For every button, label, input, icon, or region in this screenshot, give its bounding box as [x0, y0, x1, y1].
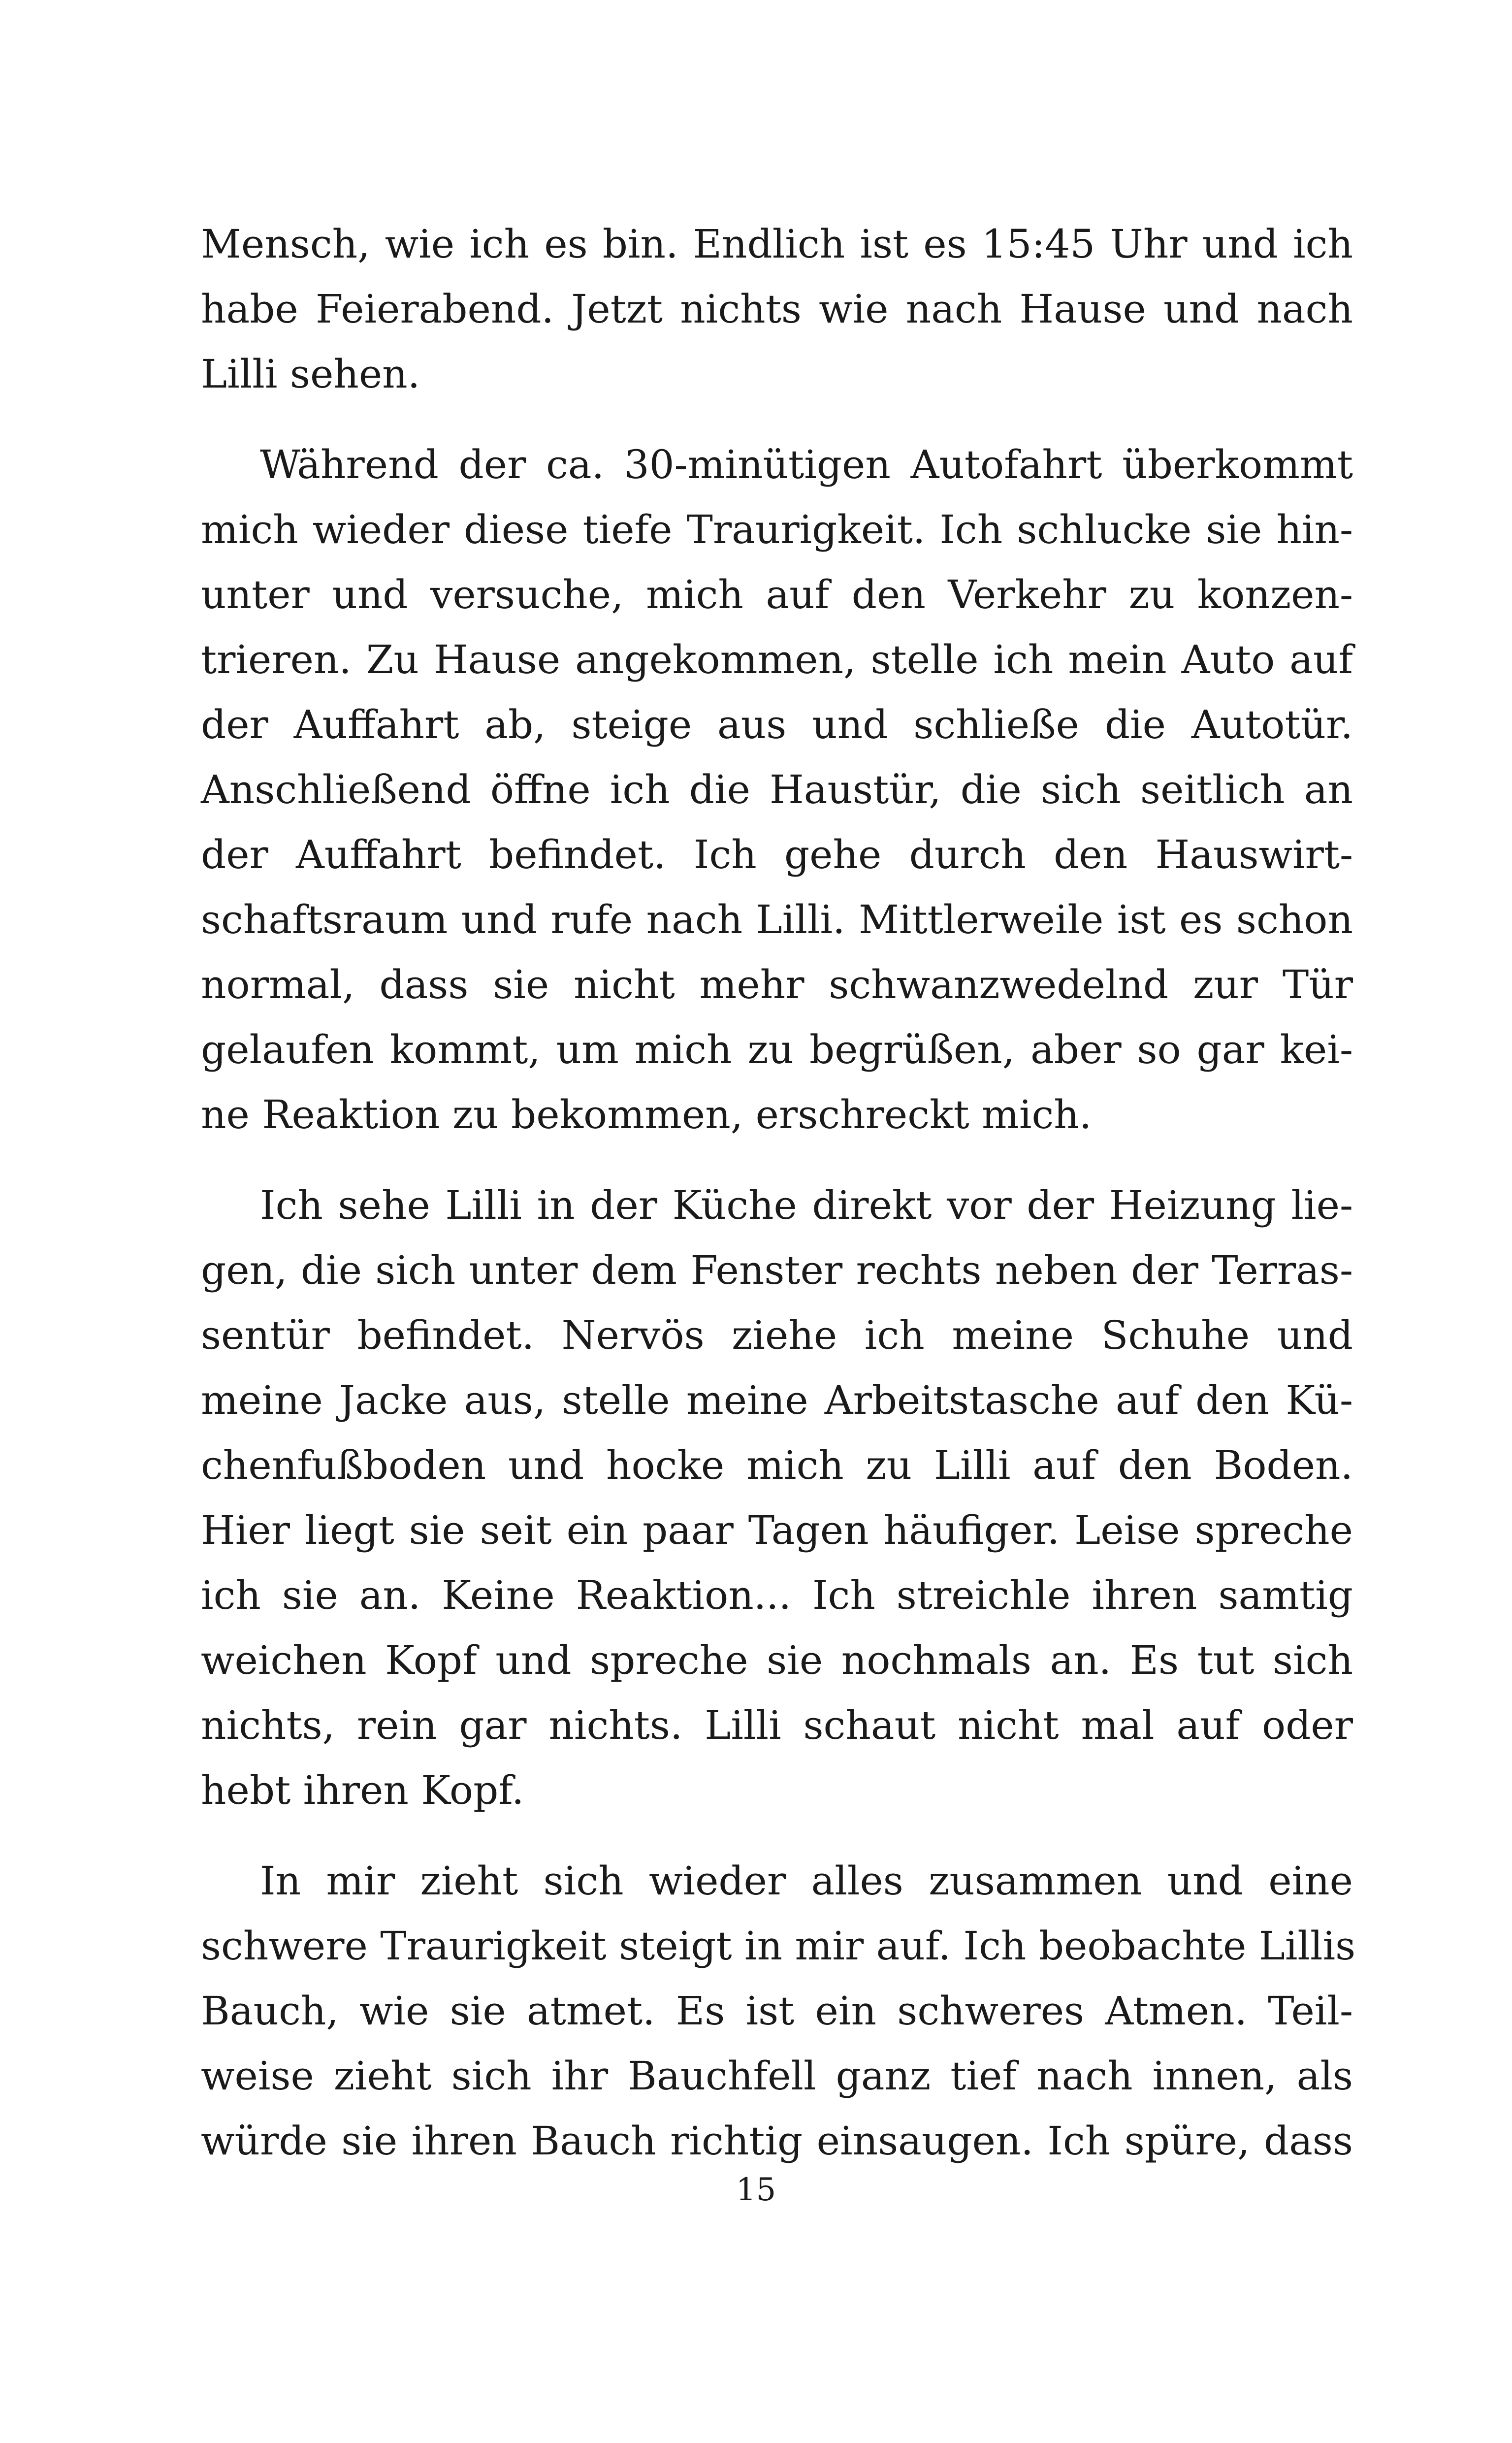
text-line: Anschließend öffne ich die Haustür, die sich seitlich an	[201, 767, 1353, 813]
text-line: ich sie an. Keine Reaktion... Ich streichle ihren samtig	[201, 1572, 1353, 1618]
text-line: chenfußboden und hocke mich zu Lilli auf den Boden.	[201, 1442, 1353, 1488]
paragraph-gap	[201, 1147, 1353, 1173]
text-line: würde sie ihren Bauch richtig einsaugen. Ich spüre, dass	[201, 2118, 1353, 2164]
text-line: hebt ihren Kopf.	[201, 1767, 524, 1813]
paragraph	[201, 1849, 1356, 2174]
text-line: habe Feierabend. Jetzt nichts wie nach Hause und nach	[201, 286, 1353, 332]
text-line: Während der ca. 30-minütigen Autofahrt überkommt	[260, 442, 1353, 488]
text-line: trieren. Zu Hause angekommen, stelle ich mein Auto auf	[201, 637, 1353, 683]
text-line: Ich sehe Lilli in der Küche direkt vor der Heizung lie-	[260, 1182, 1353, 1228]
text-line: meine Jacke aus, stelle meine Arbeitstasche auf den Kü-	[201, 1377, 1353, 1423]
text-line: Bauch, wie sie atmet. Es ist ein schweres Atmen. Teil-	[201, 1988, 1353, 2034]
text-line: schwere Traurigkeit steigt in mir auf. Ich beobachte Lillis	[201, 1923, 1356, 1969]
text-line: In mir zieht sich wieder alles zusammen und eine	[260, 1858, 1353, 1904]
paragraph	[201, 212, 1353, 407]
text-line: Lilli sehen.	[201, 351, 420, 397]
text-line: der Auffahrt befindet. Ich gehe durch den Hauswirt-	[201, 832, 1353, 878]
text-line: normal, dass sie nicht mehr schwanzwedelnd zur Tür	[201, 962, 1353, 1008]
text-line: mich wieder diese tiefe Traurigkeit. Ich schlucke sie hin-	[201, 507, 1353, 553]
text-line: unter und versuche, mich auf den Verkehr zu konzen-	[201, 572, 1353, 618]
paragraph-gap	[201, 1823, 1353, 1849]
text-line: schaftsraum und rufe nach Lilli. Mittlerweile ist es schon	[201, 897, 1353, 943]
text-line: weichen Kopf und spreche sie nochmals an. Es tut sich	[201, 1637, 1353, 1683]
text-line: der Auffahrt ab, steige aus und schließe die Autotür.	[201, 702, 1353, 748]
body-text	[201, 212, 1356, 2174]
text-line: gen, die sich unter dem Fenster rechts neben der Terras-	[201, 1247, 1353, 1293]
page-number: 15	[736, 2172, 776, 2208]
text-line: ne Reaktion zu bekommen, erschreckt mich.	[201, 1092, 1092, 1138]
text-line: sentür befindet. Nervös ziehe ich meine Schuhe und	[201, 1312, 1353, 1358]
paragraph	[201, 1173, 1353, 1823]
text-line: Mensch, wie ich es bin. Endlich ist es 15:45 Uhr und ich	[201, 221, 1353, 267]
text-line: Hier liegt sie seit ein paar Tagen häufiger. Leise spreche	[201, 1507, 1353, 1553]
text-line: gelaufen kommt, um mich zu begrüßen, aber so gar kei-	[201, 1027, 1353, 1073]
text-line: weise zieht sich ihr Bauchfell ganz tief nach innen, als	[201, 2053, 1353, 2099]
paragraph-gap	[201, 407, 1353, 432]
paragraph	[201, 432, 1353, 1147]
text-line: nichts, rein gar nichts. Lilli schaut nicht mal auf oder	[201, 1702, 1353, 1748]
